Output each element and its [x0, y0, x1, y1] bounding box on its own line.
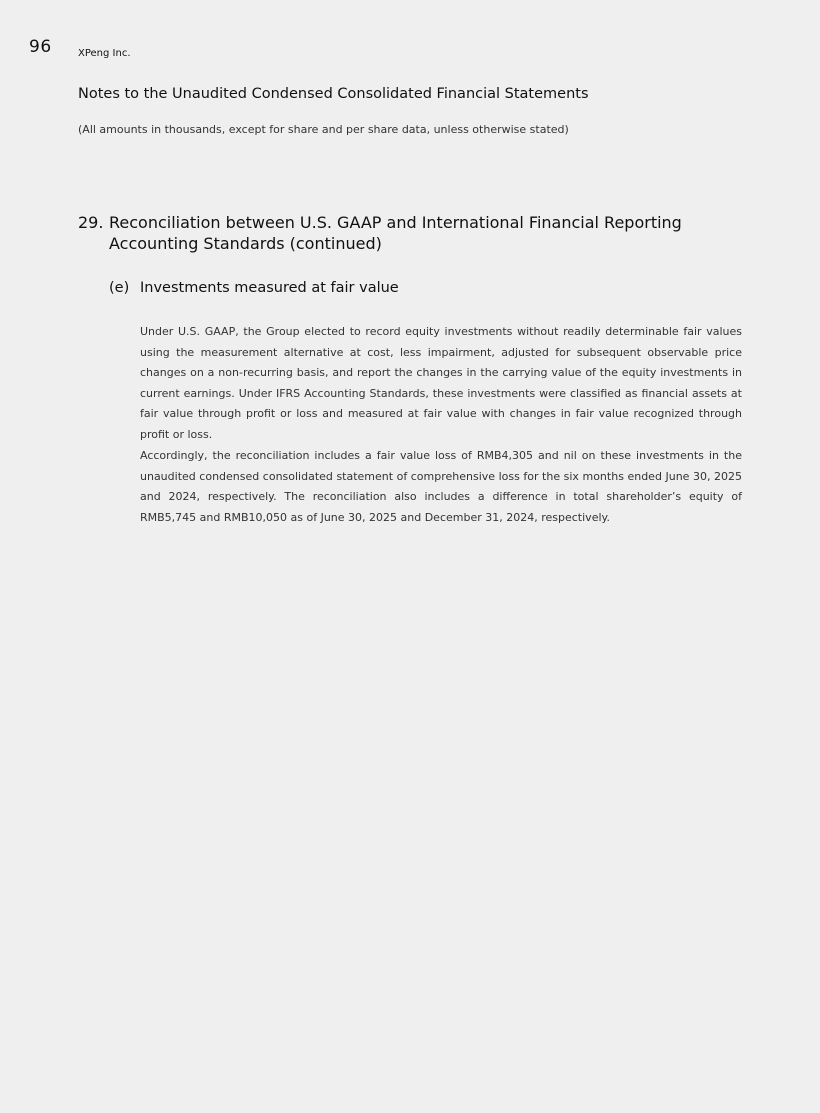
company-name: XPeng Inc. — [78, 48, 131, 59]
page-number: 96 — [29, 37, 52, 57]
body-paragraph: Accordingly, the reconciliation includes a fair value loss of RMB4,305 and nil on these investments in the unaudited condensed consolidated statement of comprehensive loss for the six months ended June 30, 2025 and 2024, respectively. The reconciliation also includes a difference in total shareholder’s equity of RMB5,745 and RMB10,050 as of June 30, 2025 and December 31, 2024, respectively. — [140, 449, 742, 524]
body-paragraph: Under U.S. GAAP, the Group elected to record equity investments without readily determinable fair values using the measurement alternative at cost, less impairment, adjusted for subsequent observable price changes on a non-recurring basis, and report the changes in the carrying value of the equity investments in current earnings. Under IFRS Accounting Standards, these investments were classified as financial assets at fair value through profit or loss and measured at fair value with changes in fair value recognized through profit or loss. — [140, 325, 742, 441]
section-heading — [78, 212, 718, 254]
document-subtitle: (All amounts in thousands, except for share and per share data, unless otherwise stated) — [78, 123, 569, 136]
subsection-title: Investments measured at fair value — [140, 280, 399, 296]
document-title: Notes to the Unaudited Condensed Consolidated Financial Statements — [78, 86, 589, 102]
section-number: 29. — [78, 213, 104, 232]
section-title: Reconciliation between U.S. GAAP and International Financial Reporting Accounting Standards (continued) — [109, 213, 682, 253]
subsection-label: (e) — [109, 280, 130, 296]
subsection-heading — [109, 280, 399, 296]
